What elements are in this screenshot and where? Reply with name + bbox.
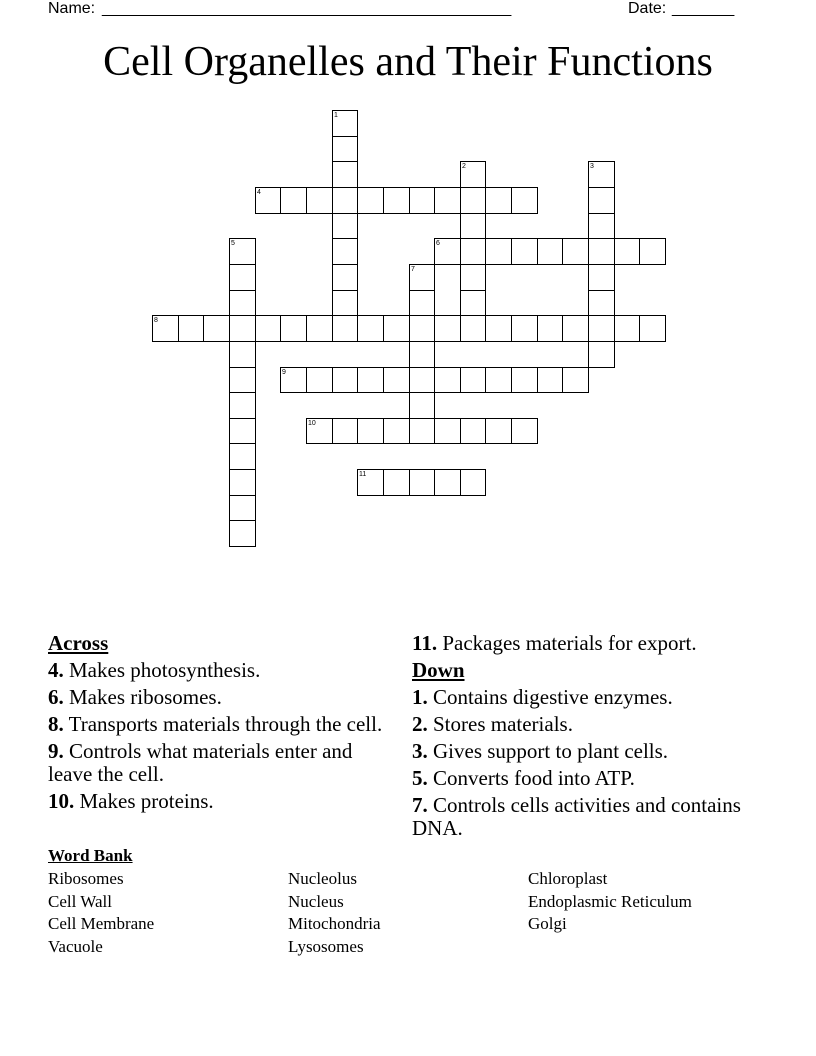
word-bank-item: Lysosomes [288,936,364,956]
crossword-cell[interactable] [332,315,358,342]
crossword-cell[interactable] [588,341,615,368]
down-heading: Down [412,658,465,682]
clue-down-3: 3. Gives support to plant cells. [412,739,669,763]
crossword-cell[interactable] [588,290,615,316]
clue-number: 6 [436,240,440,247]
crossword-cell[interactable] [537,238,563,265]
crossword-cell[interactable] [639,315,666,342]
crossword-cell[interactable] [460,187,486,214]
crossword-cell[interactable] [357,187,384,214]
crossword-cell[interactable] [306,315,333,342]
crossword-cell[interactable] [460,161,486,188]
crossword-cell[interactable] [409,315,435,342]
crossword-cell[interactable] [588,161,615,188]
word-bank-col-2 [288,868,381,958]
crossword-cell[interactable] [306,187,333,214]
crossword-cell[interactable] [460,264,486,291]
name-blank[interactable]: ______________________________________________ [102,0,512,17]
crossword-cell[interactable] [434,367,461,393]
clue-number: 8 [154,317,158,324]
crossword-cell[interactable] [178,315,204,342]
clue-number: 9 [282,369,286,376]
word-bank-item: Nucleolus [288,869,357,888]
crossword-cell[interactable] [332,290,358,316]
clue-number: 3 [590,163,594,170]
crossword-cell[interactable] [460,418,486,444]
crossword-cell[interactable] [460,238,486,265]
crossword-cell[interactable] [511,187,538,214]
crossword-cell[interactable] [203,315,230,342]
crossword-cell[interactable] [562,238,589,265]
crossword-cell[interactable] [280,187,307,214]
crossword-cell[interactable] [511,418,538,444]
crossword-cell[interactable] [588,187,615,214]
crossword-cell[interactable] [332,187,358,214]
crossword-cell[interactable] [332,136,358,162]
crossword-cell[interactable] [460,367,486,393]
crossword-cell[interactable] [409,392,435,419]
crossword-cell[interactable] [537,367,563,393]
crossword-cell[interactable] [409,367,435,393]
crossword-cell[interactable] [511,315,538,342]
crossword-cell[interactable] [229,443,256,470]
crossword-cell[interactable] [255,315,281,342]
crossword-cell[interactable] [434,315,461,342]
crossword-cell[interactable] [588,315,615,342]
word-bank-item: Vacuole [48,936,103,956]
crossword-cell[interactable] [434,187,461,214]
crossword-cell[interactable] [383,469,410,496]
crossword-cell[interactable] [614,238,640,265]
crossword-cell[interactable] [409,469,435,496]
crossword-cell[interactable] [639,238,666,265]
crossword-cell[interactable] [460,469,486,496]
crossword-cell[interactable] [537,315,563,342]
clue-number: 1 [334,112,338,119]
crossword-cell[interactable] [485,238,512,265]
crossword-cell[interactable] [434,418,461,444]
crossword-cell[interactable] [485,367,512,393]
clue-across-4: 4. Makes photosynthesis. [48,658,261,682]
crossword-cell[interactable] [332,213,358,239]
clue-down-1: 1. Contains digestive enzymes. [412,685,673,709]
crossword-cell[interactable] [229,290,256,316]
clue-number: 11 [359,471,367,478]
crossword-cell[interactable] [511,367,538,393]
clue-number: 4 [257,189,261,196]
crossword-cell[interactable] [332,161,358,188]
word-bank-col-3 [528,868,692,936]
crossword-cell[interactable] [229,341,256,368]
crossword-cell[interactable] [229,315,256,342]
down-clues [412,632,772,844]
word-bank-item: Cell Wall [48,891,112,911]
clue-down-2: 2. Stores materials. [412,712,573,736]
across-heading: Across [48,631,109,655]
word-bank-item: Endoplasmic Reticulum [528,891,692,911]
clue-down-5: 5. Converts food into ATP. [412,766,635,790]
crossword-cell[interactable] [383,315,410,342]
clue-across-11: 11. Packages materials for export. [412,631,697,655]
crossword-cell[interactable] [409,264,435,291]
word-bank-title: Word Bank [48,846,133,865]
crossword-cell[interactable] [152,315,179,342]
crossword-cell[interactable] [332,418,358,444]
word-bank-item: Chloroplast [528,869,608,888]
clue-number: 7 [411,266,415,273]
crossword-cell[interactable] [409,418,435,444]
word-bank-col-1 [48,868,154,958]
crossword-cell[interactable] [460,213,486,239]
across-clues [48,632,388,817]
crossword-cell[interactable] [562,367,589,393]
clue-across-8: 8. Transports materials through the cell. [48,712,383,736]
crossword-cell[interactable] [614,315,640,342]
word-bank-item: Mitochondria [288,914,381,933]
crossword-cell[interactable] [255,187,281,214]
name-label: Name: [48,0,100,17]
crossword-cell[interactable] [229,238,256,265]
crossword-cell[interactable] [409,341,435,368]
crossword-cell[interactable] [460,315,486,342]
crossword-cell[interactable] [306,418,333,444]
clue-across-10: 10. Makes proteins. [48,789,214,813]
clue-across-6: 6. Makes ribosomes. [48,685,222,709]
clue-number: 10 [308,420,316,427]
crossword-cell[interactable] [383,367,410,393]
crossword-cell[interactable] [229,418,256,444]
crossword-cell[interactable] [588,238,615,265]
crossword-cell[interactable] [357,418,384,444]
clue-down-7: 7. Controls cells activities and contains DNA. [412,793,741,840]
word-bank-item: Nucleus [288,891,344,911]
crossword-cell[interactable] [229,469,256,496]
crossword-cell[interactable] [357,315,384,342]
crossword-cell[interactable] [434,238,461,265]
crossword-cell[interactable] [357,469,384,496]
crossword-cell[interactable] [485,187,512,214]
crossword-cell[interactable] [229,264,256,291]
date-blank[interactable]: _______ [672,0,735,17]
clue-across-9: 9. Controls what materials enter and leave the cell. [48,739,353,786]
crossword-cell[interactable] [511,238,538,265]
crossword-cell[interactable] [332,110,358,137]
crossword-cell[interactable] [229,367,256,393]
crossword-cell[interactable] [588,264,615,291]
clue-number: 5 [231,240,235,247]
crossword-cell[interactable] [485,315,512,342]
crossword-cell[interactable] [383,418,410,444]
crossword-cell[interactable] [229,392,256,419]
word-bank-item: Golgi [528,914,567,933]
crossword-cell[interactable] [562,315,589,342]
crossword-cell[interactable] [357,367,384,393]
crossword-cell[interactable] [229,495,256,521]
crossword-cell[interactable] [409,187,435,214]
word-bank-item: Ribosomes [48,869,124,888]
date-label: Date: [628,0,671,17]
crossword-cell[interactable] [332,367,358,393]
word-bank-item: Cell Membrane [48,914,155,933]
crossword-cell[interactable] [588,213,615,239]
crossword-cell[interactable] [409,290,435,316]
clue-number: 2 [462,163,466,170]
crossword-cell[interactable] [332,238,358,265]
crossword-cell[interactable] [280,367,307,393]
crossword-cell[interactable] [434,469,461,496]
crossword-cell[interactable] [332,264,358,291]
crossword-cell[interactable] [485,418,512,444]
crossword-cell[interactable] [229,520,256,547]
crossword-cell[interactable] [383,187,410,214]
page-title: Cell Organelles and Their Functions [103,39,713,85]
crossword-cell[interactable] [306,367,333,393]
crossword-cell[interactable] [460,290,486,316]
crossword-cell[interactable] [280,315,307,342]
